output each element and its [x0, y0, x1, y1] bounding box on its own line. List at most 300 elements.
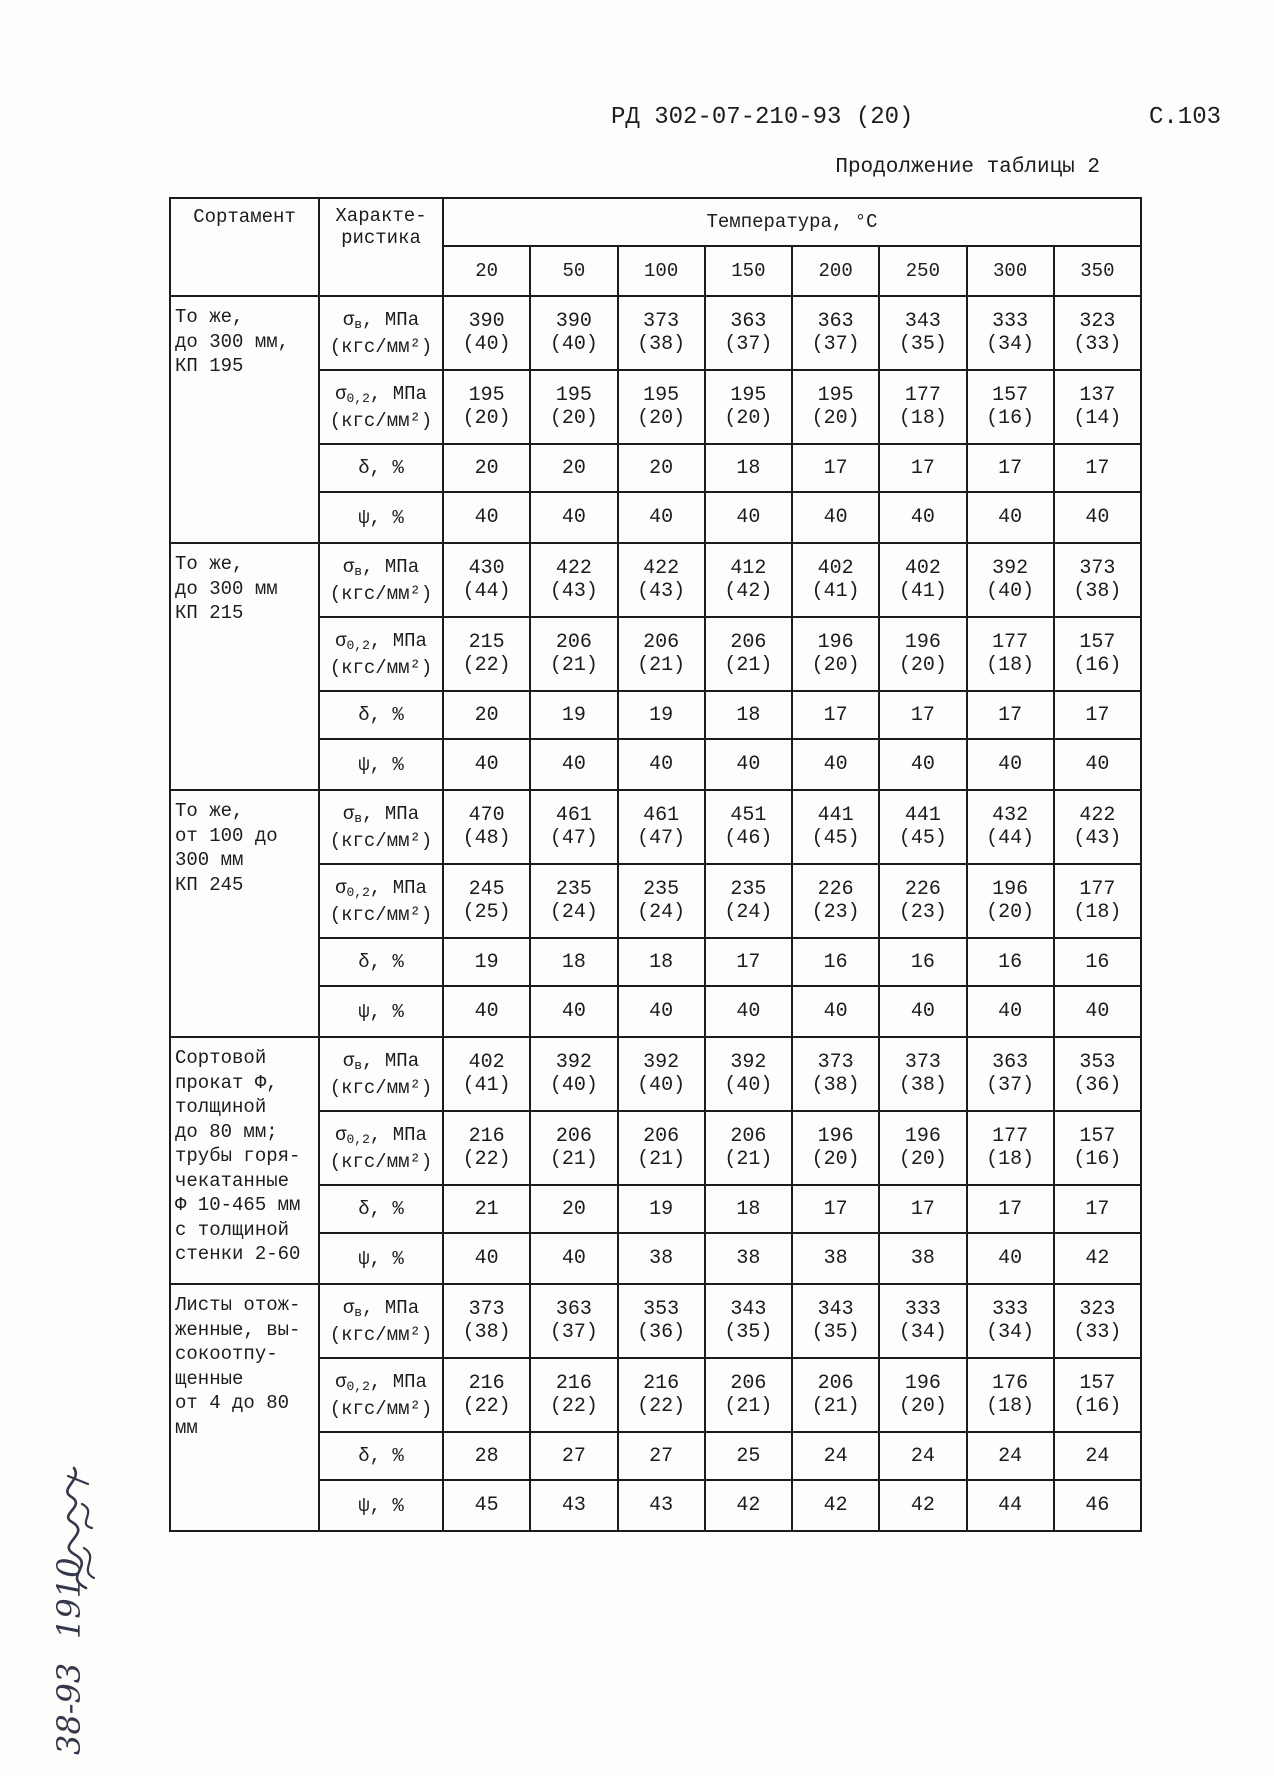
value-cell: 17	[792, 444, 879, 492]
value-cell	[967, 370, 1054, 444]
value-cell	[967, 1358, 1054, 1432]
sortament-line: Сортовой	[175, 1047, 267, 1069]
value-mpa: 390	[468, 310, 505, 333]
value-mpa: 157	[1079, 1125, 1116, 1148]
value-kgf: (33)	[1073, 1321, 1122, 1344]
value-cell: 40	[618, 739, 705, 790]
characteristic-label	[320, 1297, 442, 1324]
value-cell	[967, 1037, 1054, 1111]
value-cell: 40	[792, 492, 879, 543]
value-cell	[1054, 1037, 1141, 1111]
value-cell	[879, 296, 966, 370]
characteristic-cell	[319, 296, 443, 370]
value-kgf: (14)	[1073, 407, 1122, 430]
value-mpa: 392	[555, 1051, 592, 1074]
value-kgf: (22)	[549, 1395, 598, 1418]
characteristic-unit: , %	[369, 1247, 404, 1270]
value-cell	[618, 543, 705, 617]
value-cell: 17	[1054, 444, 1141, 492]
characteristic-cell	[319, 1284, 443, 1358]
value-cell: 40	[443, 986, 530, 1037]
value-cell	[443, 617, 530, 691]
header-characteristic	[319, 198, 443, 296]
value-mpa: 206	[555, 1125, 592, 1148]
value-kgf: (22)	[637, 1395, 686, 1418]
characteristic-symbol: σ	[342, 555, 355, 578]
characteristic-unit-kgf: (кгс/мм²)	[329, 1076, 433, 1099]
value-kgf: (35)	[724, 1321, 773, 1344]
value-cell: 40	[879, 986, 966, 1037]
characteristic-label	[320, 951, 442, 973]
value-cell: 40	[967, 739, 1054, 790]
value-kgf: (43)	[1073, 827, 1122, 850]
value-cell: 17	[967, 1185, 1054, 1233]
value-cell	[1054, 1111, 1141, 1185]
value-cell: 44	[967, 1480, 1054, 1531]
value-cell: 24	[1054, 1432, 1141, 1480]
characteristic-cell	[319, 864, 443, 938]
header-temp: 150	[705, 246, 792, 296]
value-cell	[618, 864, 705, 938]
value-cell: 40	[443, 739, 530, 790]
characteristic-unit: , %	[369, 704, 404, 726]
value-cell: 42	[879, 1480, 966, 1531]
value-kgf: (42)	[724, 580, 773, 603]
characteristic-unit-kgf: (кгс/мм²)	[329, 582, 433, 605]
value-cell	[705, 543, 792, 617]
value-kgf: (20)	[811, 407, 860, 430]
characteristic-cell	[319, 1233, 443, 1284]
value-cell	[443, 543, 530, 617]
value-cell: 25	[705, 1432, 792, 1480]
value-cell: 17	[792, 691, 879, 739]
characteristic-cell	[319, 1358, 443, 1432]
value-cell	[1054, 1358, 1141, 1432]
value-cell: 46	[1054, 1480, 1141, 1531]
characteristic-symbol: σ	[335, 382, 347, 405]
characteristic-label	[320, 1495, 442, 1517]
characteristic-cell	[319, 938, 443, 986]
value-mpa: 363	[730, 310, 767, 333]
value-mpa: 461	[643, 804, 680, 827]
value-mpa: 402	[817, 557, 854, 580]
characteristic-subscript: 0,2	[346, 884, 370, 900]
value-mpa: 206	[817, 1372, 854, 1395]
value-cell: 17	[1054, 1185, 1141, 1233]
value-kgf: (24)	[637, 901, 686, 924]
characteristic-label	[320, 754, 442, 776]
characteristic-unit: , МПа	[369, 382, 427, 405]
value-mpa: 206	[730, 1372, 767, 1395]
value-cell: 17	[967, 691, 1054, 739]
value-mpa: 412	[730, 557, 767, 580]
characteristic-unit: , %	[369, 506, 404, 529]
value-cell: 17	[879, 691, 966, 739]
value-cell	[618, 1358, 705, 1432]
sortament-line: с толщиной	[175, 1218, 290, 1241]
value-kgf: (24)	[549, 901, 598, 924]
sortament-line: стенки 2-60	[175, 1243, 301, 1265]
value-cell	[443, 1358, 530, 1432]
value-cell: 43	[618, 1480, 705, 1531]
value-cell: 42	[792, 1480, 879, 1531]
value-mpa: 441	[817, 804, 854, 827]
value-mpa: 235	[555, 878, 592, 901]
value-cell	[1054, 864, 1141, 938]
value-mpa: 235	[643, 878, 680, 901]
value-mpa: 343	[730, 1298, 767, 1321]
value-cell	[705, 864, 792, 938]
value-cell: 40	[967, 1233, 1054, 1284]
value-cell	[618, 790, 705, 864]
value-kgf: (35)	[898, 333, 947, 356]
value-cell: 21	[443, 1185, 530, 1233]
value-kgf: (38)	[898, 1074, 947, 1097]
sortament-cell	[170, 296, 319, 543]
value-mpa: 235	[730, 878, 767, 901]
value-kgf: (34)	[986, 333, 1035, 356]
characteristic-label	[320, 457, 442, 479]
value-mpa: 333	[992, 310, 1029, 333]
value-kgf: (22)	[462, 654, 511, 677]
header-row	[170, 198, 1141, 246]
value-cell	[705, 617, 792, 691]
value-kgf: (18)	[986, 1395, 1035, 1418]
signature-icon	[48, 1458, 112, 1592]
value-kgf: (18)	[1073, 901, 1122, 924]
characteristic-label	[320, 630, 442, 657]
value-cell: 17	[879, 1185, 966, 1233]
characteristic-unit: , %	[369, 753, 404, 776]
value-mpa: 226	[817, 878, 854, 901]
value-kgf: (23)	[898, 901, 947, 924]
value-kgf: (16)	[1073, 1148, 1122, 1171]
value-cell: 16	[879, 938, 966, 986]
value-mpa: 432	[992, 804, 1029, 827]
value-kgf: (18)	[986, 654, 1035, 677]
value-cell: 18	[618, 938, 705, 986]
sortament-line: То же,	[175, 800, 244, 822]
value-cell: 17	[1054, 691, 1141, 739]
value-mpa: 430	[468, 557, 505, 580]
table-row-block4-sigma-b	[170, 1037, 1141, 1111]
value-cell: 17	[967, 444, 1054, 492]
handwritten-ref: 38-93	[50, 1662, 88, 1755]
characteristic-symbol: σ	[342, 802, 355, 825]
value-mpa: 216	[555, 1372, 592, 1395]
value-mpa: 177	[992, 1125, 1029, 1148]
value-kgf: (46)	[724, 827, 773, 850]
value-mpa: 343	[817, 1298, 854, 1321]
value-cell: 38	[792, 1233, 879, 1284]
properties-table	[169, 197, 1142, 1532]
characteristic-cell	[319, 986, 443, 1037]
value-mpa: 195	[555, 384, 592, 407]
characteristic-label	[320, 1198, 442, 1220]
value-cell	[705, 1111, 792, 1185]
value-cell: 40	[443, 1233, 530, 1284]
value-mpa: 206	[730, 631, 767, 654]
value-kgf: (21)	[724, 1148, 773, 1171]
characteristic-cell	[319, 1432, 443, 1480]
characteristic-unit: , %	[369, 1445, 404, 1467]
characteristic-label	[320, 1445, 442, 1467]
value-cell	[792, 543, 879, 617]
characteristic-symbol: ψ	[358, 1247, 370, 1270]
characteristic-unit: , МПа	[362, 1049, 420, 1072]
characteristic-symbol: σ	[335, 1123, 347, 1146]
characteristic-symbol: σ	[342, 1049, 355, 1072]
value-kgf: (18)	[898, 407, 947, 430]
sortament-line: То же,	[175, 306, 244, 328]
value-kgf: (16)	[1073, 654, 1122, 677]
value-cell	[705, 1358, 792, 1432]
value-mpa: 402	[904, 557, 941, 580]
value-cell: 45	[443, 1480, 530, 1531]
characteristic-subscript: в	[354, 1057, 363, 1073]
value-mpa: 373	[643, 310, 680, 333]
value-mpa: 333	[904, 1298, 941, 1321]
characteristic-unit: , МПа	[362, 555, 420, 578]
value-kgf: (34)	[986, 1321, 1035, 1344]
value-cell: 40	[967, 986, 1054, 1037]
characteristic-unit: , МПа	[369, 1370, 427, 1393]
value-kgf: (37)	[724, 333, 773, 356]
value-kgf: (22)	[462, 1395, 511, 1418]
sortament-line: до 80 мм;	[175, 1120, 278, 1143]
characteristic-cell	[319, 370, 443, 444]
value-mpa: 226	[904, 878, 941, 901]
characteristic-symbol: σ	[342, 308, 355, 331]
characteristic-symbol: σ	[342, 1296, 355, 1319]
table-continuation-caption: Продолжение таблицы 2	[835, 156, 1100, 179]
characteristic-subscript: в	[354, 563, 363, 579]
value-cell	[443, 790, 530, 864]
value-kgf: (38)	[462, 1321, 511, 1344]
characteristic-unit: , МПа	[369, 876, 427, 899]
value-cell	[792, 1358, 879, 1432]
characteristic-symbol: ψ	[358, 506, 370, 529]
value-mpa: 177	[904, 384, 941, 407]
header-temperature: Температура, °С	[443, 198, 1141, 246]
characteristic-unit-kgf: (кгс/мм²)	[329, 903, 433, 926]
value-mpa: 323	[1079, 1298, 1116, 1321]
value-cell	[967, 790, 1054, 864]
value-cell: 16	[792, 938, 879, 986]
value-kgf: (20)	[811, 654, 860, 677]
characteristic-cell	[319, 1480, 443, 1531]
value-kgf: (24)	[724, 901, 773, 924]
value-cell	[618, 1111, 705, 1185]
characteristic-unit: , МПа	[362, 1296, 420, 1319]
value-cell	[792, 1284, 879, 1358]
value-mpa: 216	[643, 1372, 680, 1395]
value-cell: 40	[792, 739, 879, 790]
value-mpa: 196	[904, 631, 941, 654]
value-cell	[530, 1284, 617, 1358]
value-cell: 38	[879, 1233, 966, 1284]
characteristic-symbol: δ	[358, 704, 370, 726]
value-cell: 40	[792, 986, 879, 1037]
value-mpa: 373	[1079, 557, 1116, 580]
value-cell: 40	[530, 986, 617, 1037]
characteristic-label	[320, 803, 442, 830]
value-cell: 18	[530, 938, 617, 986]
value-mpa: 196	[904, 1372, 941, 1395]
value-cell: 20	[443, 444, 530, 492]
characteristic-cell	[319, 492, 443, 543]
value-mpa: 195	[468, 384, 505, 407]
sortament-line: от 4 до 80	[175, 1392, 290, 1414]
characteristic-subscript: 0,2	[346, 1131, 370, 1147]
sortament-line: сокоотпу-	[175, 1343, 278, 1365]
value-cell: 19	[443, 938, 530, 986]
characteristic-cell	[319, 790, 443, 864]
value-cell	[879, 617, 966, 691]
value-kgf: (40)	[637, 1074, 686, 1097]
value-mpa: 392	[643, 1051, 680, 1074]
value-cell	[443, 1284, 530, 1358]
value-mpa: 157	[1079, 631, 1116, 654]
characteristic-label	[320, 1050, 442, 1077]
characteristic-unit-kgf: (кгс/мм²)	[329, 409, 433, 432]
value-kgf: (21)	[549, 654, 598, 677]
characteristic-symbol: σ	[335, 629, 347, 652]
value-cell: 24	[792, 1432, 879, 1480]
header-sortament: Сортамент	[170, 198, 319, 296]
characteristic-symbol: δ	[358, 951, 370, 973]
sortament-line: прокат Ф,	[175, 1071, 278, 1094]
value-cell: 19	[618, 1185, 705, 1233]
sortament-line: КП 245	[175, 873, 244, 896]
sortament-cell	[170, 790, 319, 1037]
value-cell	[879, 1358, 966, 1432]
characteristic-unit: , %	[369, 457, 404, 479]
value-cell	[879, 1284, 966, 1358]
value-cell: 24	[967, 1432, 1054, 1480]
value-cell: 40	[1054, 492, 1141, 543]
value-cell	[1054, 790, 1141, 864]
header-temp: 300	[967, 246, 1054, 296]
sortament-line: трубы горя-	[175, 1145, 301, 1167]
value-cell	[530, 790, 617, 864]
value-mpa: 323	[1079, 310, 1116, 333]
value-kgf: (23)	[811, 901, 860, 924]
sortament-line: чекатанные	[175, 1169, 290, 1192]
value-cell	[792, 1111, 879, 1185]
value-cell	[792, 864, 879, 938]
sortament-cell	[170, 1037, 319, 1284]
value-mpa: 451	[730, 804, 767, 827]
value-kgf: (20)	[898, 1148, 947, 1171]
sortament-line: Ф 10-465 мм	[175, 1194, 301, 1216]
value-cell	[1054, 1284, 1141, 1358]
value-cell	[792, 790, 879, 864]
value-mpa: 195	[730, 384, 767, 407]
value-kgf: (18)	[986, 1148, 1035, 1171]
value-cell: 28	[443, 1432, 530, 1480]
value-kgf: (20)	[549, 407, 598, 430]
header-temp: 100	[618, 246, 705, 296]
value-mpa: 333	[992, 1298, 1029, 1321]
value-kgf: (41)	[898, 580, 947, 603]
value-cell: 40	[705, 492, 792, 543]
header-characteristic-line: ристика	[341, 227, 421, 249]
value-kgf: (21)	[637, 654, 686, 677]
characteristic-unit-kgf: (кгс/мм²)	[329, 656, 433, 679]
value-mpa: 137	[1079, 384, 1116, 407]
value-mpa: 422	[1079, 804, 1116, 827]
value-kgf: (37)	[811, 333, 860, 356]
value-mpa: 195	[643, 384, 680, 407]
value-kgf: (22)	[462, 1148, 511, 1171]
value-cell: 40	[1054, 986, 1141, 1037]
sortament-line: от 100 до	[175, 824, 278, 847]
table-row-block2-sigma-b	[170, 543, 1141, 617]
value-cell: 40	[1054, 739, 1141, 790]
value-cell: 42	[705, 1480, 792, 1531]
sortament-line: до 300 мм	[175, 577, 278, 600]
sortament-line: толщиной	[175, 1096, 267, 1118]
characteristic-label	[320, 1248, 442, 1270]
value-kgf: (20)	[898, 1395, 947, 1418]
value-mpa: 206	[730, 1125, 767, 1148]
sortament-line: 300 мм	[175, 849, 244, 871]
value-kgf: (33)	[1073, 333, 1122, 356]
value-mpa: 215	[468, 631, 505, 654]
value-kgf: (20)	[898, 654, 947, 677]
value-cell	[705, 790, 792, 864]
value-cell: 40	[530, 739, 617, 790]
value-kgf: (40)	[462, 333, 511, 356]
value-mpa: 422	[555, 557, 592, 580]
value-cell: 16	[1054, 938, 1141, 986]
characteristic-unit-kgf: (кгс/мм²)	[329, 1150, 433, 1173]
value-kgf: (40)	[549, 333, 598, 356]
value-mpa: 196	[817, 631, 854, 654]
table-body	[170, 296, 1141, 1531]
value-cell	[705, 370, 792, 444]
value-kgf: (45)	[811, 827, 860, 850]
value-cell	[443, 1111, 530, 1185]
characteristic-cell	[319, 444, 443, 492]
value-kgf: (43)	[549, 580, 598, 603]
characteristic-label	[320, 1371, 442, 1398]
header-characteristic-line: Характе-	[335, 205, 427, 227]
value-cell: 18	[705, 691, 792, 739]
value-cell	[1054, 296, 1141, 370]
value-cell: 20	[618, 444, 705, 492]
value-kgf: (36)	[1073, 1074, 1122, 1097]
characteristic-unit-kgf: (кгс/мм²)	[329, 1323, 433, 1346]
value-mpa: 363	[555, 1298, 592, 1321]
value-mpa: 176	[992, 1372, 1029, 1395]
characteristic-unit: , МПа	[369, 629, 427, 652]
characteristic-unit: , %	[369, 1198, 404, 1220]
value-cell	[530, 543, 617, 617]
value-kgf: (20)	[724, 407, 773, 430]
characteristic-unit-kgf: (кгс/мм²)	[329, 1397, 433, 1420]
characteristic-symbol: δ	[358, 1445, 370, 1467]
sortament-line: до 300 мм,	[175, 330, 290, 353]
value-cell: 19	[530, 691, 617, 739]
characteristic-label	[320, 383, 442, 410]
value-cell	[1054, 370, 1141, 444]
value-mpa: 195	[817, 384, 854, 407]
value-kgf: (38)	[1073, 580, 1122, 603]
sortament-line: То же,	[175, 553, 244, 575]
value-cell: 42	[1054, 1233, 1141, 1284]
